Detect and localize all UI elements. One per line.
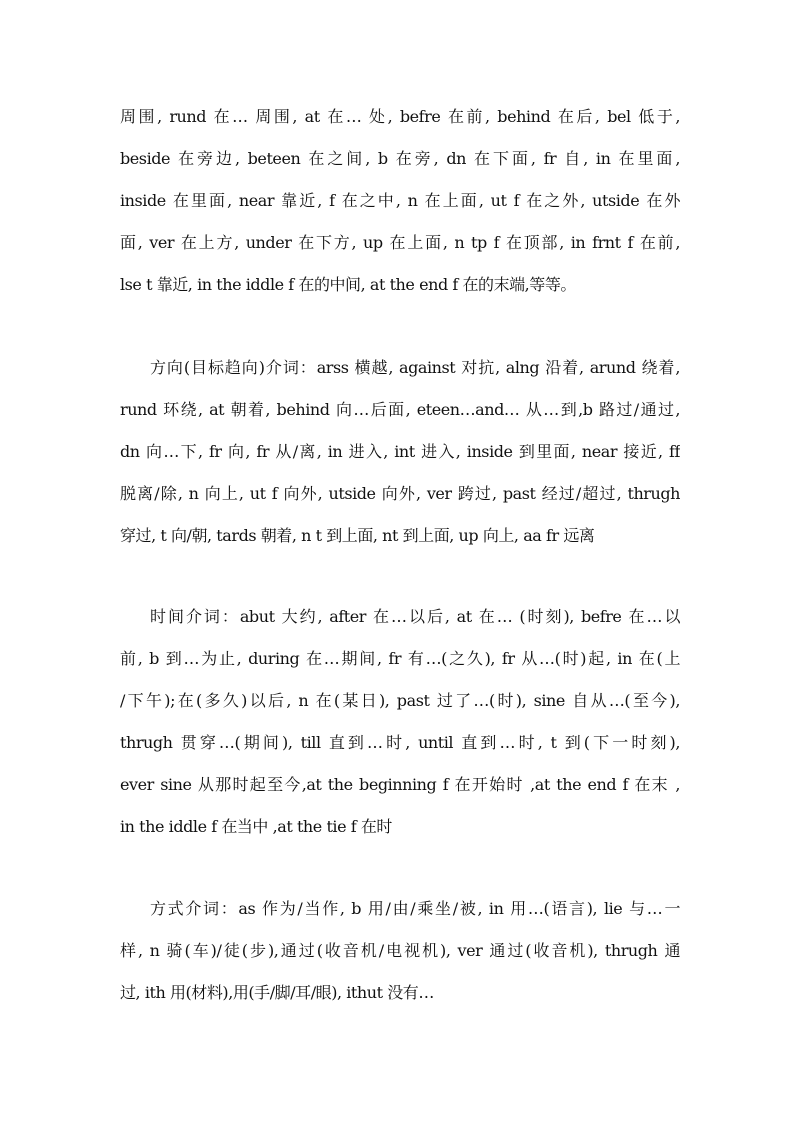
text-line: 方向(目标趋向)介词：arss 横越, against 对抗, alng 沿着, arund 绕着, (150, 358, 680, 377)
text-line: inside 在里面, near 靠近, f 在之中, n 在上面, ut f 在之外, utside 在外 (120, 191, 680, 210)
text-line: 前, b 到…为止, during 在…期间, fr 有…(之久), fr 从…(时)起, in 在(上 (120, 649, 680, 668)
text-line: in the iddle f 在当中 ,at the tie f 在时 (120, 817, 392, 836)
text-line: lse t 靠近, in the iddle f 在的中间, at the end f 在的末端,等等。 (120, 275, 576, 294)
text-line: 过, ith 用(材料),用(手/脚/耳/眼), ithut 没有… (120, 983, 434, 1002)
text-line: 周围, rund 在… 周围, at 在… 处, befre 在前, behind 在后, bel 低于, (120, 107, 680, 126)
text-line: 面, ver 在上方, under 在下方, up 在上面, n tp f 在顶部, in frnt f 在前, (120, 233, 680, 252)
text-line: 穿过, t 向/朝, tards 朝着, n t 到上面, nt 到上面, up 向上, aa fr 远离 (120, 526, 595, 545)
text-line: /下午);在(多久)以后, n 在(某日), past 过了…(时), sine 自从…(至今), (120, 691, 680, 710)
text-line: thrugh 贯穿…(期间), till 直到…时, until 直到…时, t 到(下一时刻), (120, 733, 680, 752)
text-line: beside 在旁边, beteen 在之间, b 在旁, dn 在下面, fr 自, in 在里面, (120, 149, 680, 168)
text-line: rund 环绕, at 朝着, behind 向…后面, eteen…and… 从…到,b 路过/通过, (120, 400, 680, 419)
text-line: 脱离/除, n 向上, ut f 向外, utside 向外, ver 跨过, past 经过/超过, thrugh (120, 484, 680, 503)
text-line: dn 向…下, fr 向, fr 从/离, in 进入, int 进入, inside 到里面, near 接近, ff (120, 442, 680, 461)
text-line: 时间介词：abut 大约, after 在…以后, at 在… (时刻), befre 在…以 (150, 607, 680, 626)
text-line: ever sine 从那时起至今,at the beginning f 在开始时 ,at the end f 在末 , (120, 775, 680, 794)
text-line: 方式介词：as 作为/当作, b 用/由/乘坐/被, in 用…(语言), lie 与…一 (150, 899, 680, 918)
text-line: 样, n 骑(车)/徒(步),通过(收音机/电视机), ver 通过(收音机), thrugh 通 (120, 941, 680, 960)
